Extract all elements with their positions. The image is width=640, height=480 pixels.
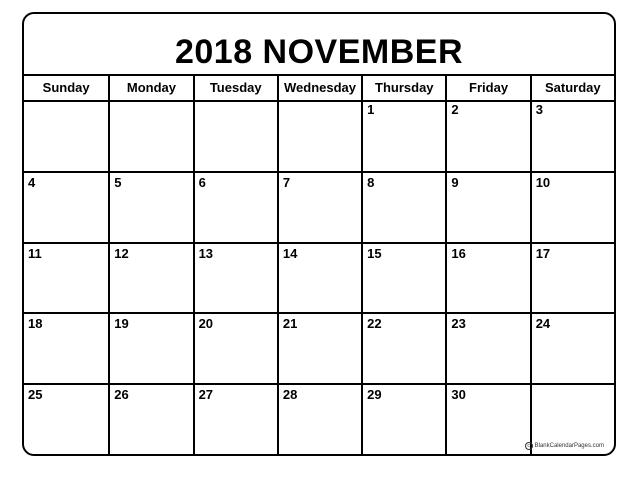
day-number: 20 xyxy=(198,316,214,332)
weekday-sunday: Sunday xyxy=(42,80,90,95)
day-cell xyxy=(277,242,361,313)
day-number: 9 xyxy=(451,174,459,190)
day-cell xyxy=(445,242,529,313)
day-cell xyxy=(361,242,445,313)
day-cell xyxy=(445,312,529,383)
day-number: 19 xyxy=(114,316,129,332)
weekday-friday: Friday xyxy=(445,76,529,100)
day-number: 8 xyxy=(367,174,375,190)
day-number: 18 xyxy=(28,316,43,332)
day-number: 28 xyxy=(282,387,298,403)
day-number: 27 xyxy=(198,387,214,403)
day-cell xyxy=(108,100,192,171)
day-number: 22 xyxy=(367,316,382,332)
day-number: 7 xyxy=(282,174,291,190)
calendar-frame xyxy=(22,12,616,456)
day-cell xyxy=(530,100,614,171)
day-cell xyxy=(193,100,277,171)
day-cell xyxy=(24,100,108,171)
day-cell xyxy=(108,312,192,383)
day-number: 14 xyxy=(282,245,298,261)
day-cell xyxy=(361,383,445,454)
day-number: 24 xyxy=(535,316,551,332)
day-number: 4 xyxy=(28,174,36,190)
day-cell xyxy=(530,312,614,383)
site-credit xyxy=(525,442,604,450)
day-cell xyxy=(108,171,192,242)
credit-text: BlankCalendarPages.com xyxy=(534,443,604,449)
day-cell xyxy=(108,242,192,313)
day-cell xyxy=(445,383,529,454)
day-cell xyxy=(193,171,277,242)
day-number: 25 xyxy=(28,387,43,403)
day-number: 29 xyxy=(367,387,382,403)
day-cell xyxy=(277,100,361,171)
weekday-thursday: Thursday xyxy=(361,76,445,100)
day-number: 13 xyxy=(198,245,214,261)
day-number: 10 xyxy=(535,174,551,190)
day-number: 5 xyxy=(114,174,122,190)
day-number: 30 xyxy=(451,387,466,403)
day-cell xyxy=(277,171,361,242)
day-number: 3 xyxy=(535,102,543,117)
day-cell xyxy=(193,383,277,454)
day-cell xyxy=(24,383,108,454)
day-number: 6 xyxy=(198,174,206,190)
day-number: 1 xyxy=(367,102,375,117)
day-cell xyxy=(527,383,614,454)
day-number: 21 xyxy=(282,316,298,332)
day-number: 2 xyxy=(451,102,459,117)
day-number: 26 xyxy=(114,387,129,403)
day-cell xyxy=(361,100,445,171)
copyright-icon: c xyxy=(525,442,533,450)
day-cell xyxy=(277,383,361,454)
day-number: 12 xyxy=(114,245,129,261)
calendar-grid xyxy=(24,100,614,454)
weekday-wednesday: Wednesday xyxy=(277,76,361,100)
day-number: 16 xyxy=(451,245,466,261)
weekday-header-row xyxy=(24,74,614,102)
day-cell xyxy=(361,171,445,242)
day-cell xyxy=(193,312,277,383)
day-cell xyxy=(24,171,108,242)
day-cell xyxy=(24,312,108,383)
weekday-saturday: Saturday xyxy=(530,76,614,100)
day-cell xyxy=(361,312,445,383)
day-number: 11 xyxy=(28,245,42,261)
day-cell xyxy=(277,312,361,383)
day-number: 17 xyxy=(535,245,551,261)
day-cell xyxy=(24,242,108,313)
weekday-tuesday: Tuesday xyxy=(193,76,277,100)
day-number: 23 xyxy=(451,316,466,332)
day-cell xyxy=(193,242,277,313)
weekday-monday: Monday xyxy=(108,76,192,100)
day-cell xyxy=(445,171,529,242)
day-number: 15 xyxy=(367,245,382,261)
day-cell xyxy=(530,242,614,313)
calendar-title: 2018 NOVEMBER xyxy=(174,33,464,71)
day-cell xyxy=(530,171,614,242)
day-cell xyxy=(108,383,192,454)
day-cell xyxy=(445,100,529,171)
